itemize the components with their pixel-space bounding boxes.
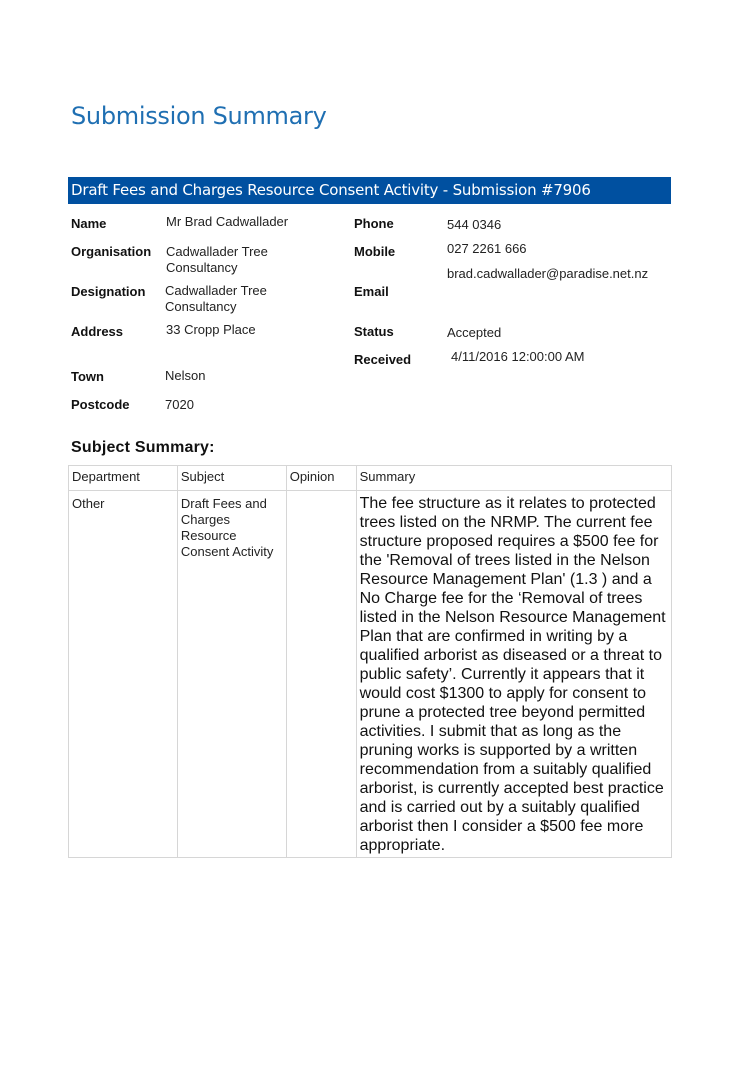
column-header: Department [69, 466, 178, 491]
page-title: Submission Summary [71, 102, 327, 130]
organisation-value: Cadwallader Tree Consultancy [166, 244, 268, 275]
designation-label: Designation [71, 284, 146, 299]
postcode-label: Postcode [71, 397, 130, 412]
column-header: Subject [177, 466, 286, 491]
mobile-value: 027 2261 666 [447, 241, 527, 256]
table-header-row [69, 466, 672, 491]
submission-banner: Draft Fees and Charges Resource Consent Activity - Submission #7906 [68, 177, 671, 204]
organisation-label: Organisation [71, 244, 152, 259]
phone-value: 544 0346 [447, 217, 502, 232]
phone-label: Phone [354, 216, 394, 231]
department-cell: Other [69, 491, 178, 858]
subject-summary-table [68, 465, 672, 858]
address-value: 33 Cropp Place [166, 322, 256, 337]
mobile-label: Mobile [354, 244, 396, 259]
town-label: Town [71, 369, 104, 384]
received-label: Received [354, 352, 412, 367]
opinion-cell [286, 491, 356, 858]
postcode-value: 7020 [165, 397, 194, 412]
summary-cell: The fee structure as it relates to protected trees listed on the NRMP. The current fee structure proposed requires a $500 fee for the 'Removal of trees listed in the Nelson Resource Management Plan' (1.3 ) and a No Charge fee for the ‘Removal of trees listed in the Nelson Resource Management Plan that are confirmed in writing by a qualified arborist as diseased or a threat to public safety’. Currently it appears that it would cost $1300 to apply for consent to prune a protected tree beyond permitted activities. I submit that as long as the pruning works is supported by a written recommendation from a suitably qualified arborist, is currently accepted best practice and is carried out by a suitably qualified arborist then I consider a $500 fee more appropriate. [356, 491, 671, 858]
status-label: Status [354, 324, 394, 339]
email-value: brad.cadwallader@paradise.net.nz [447, 266, 649, 281]
name-value: Mr Brad Cadwallader [166, 214, 289, 229]
town-value: Nelson [165, 368, 206, 383]
received-value: 4/11/2016 12:00:00 AM [451, 349, 585, 364]
email-label: Email [354, 284, 389, 299]
designation-value: Cadwallader Tree Consultancy [165, 283, 267, 314]
status-value: Accepted [447, 325, 502, 340]
address-label: Address [71, 324, 124, 339]
subject-cell: Draft Fees and Charges Resource Consent Activity [177, 491, 286, 858]
column-header: Summary [356, 466, 671, 491]
column-header: Opinion [286, 466, 356, 491]
name-label: Name [71, 216, 107, 231]
subject-summary-heading: Subject Summary: [71, 439, 215, 456]
table-row [69, 491, 672, 858]
